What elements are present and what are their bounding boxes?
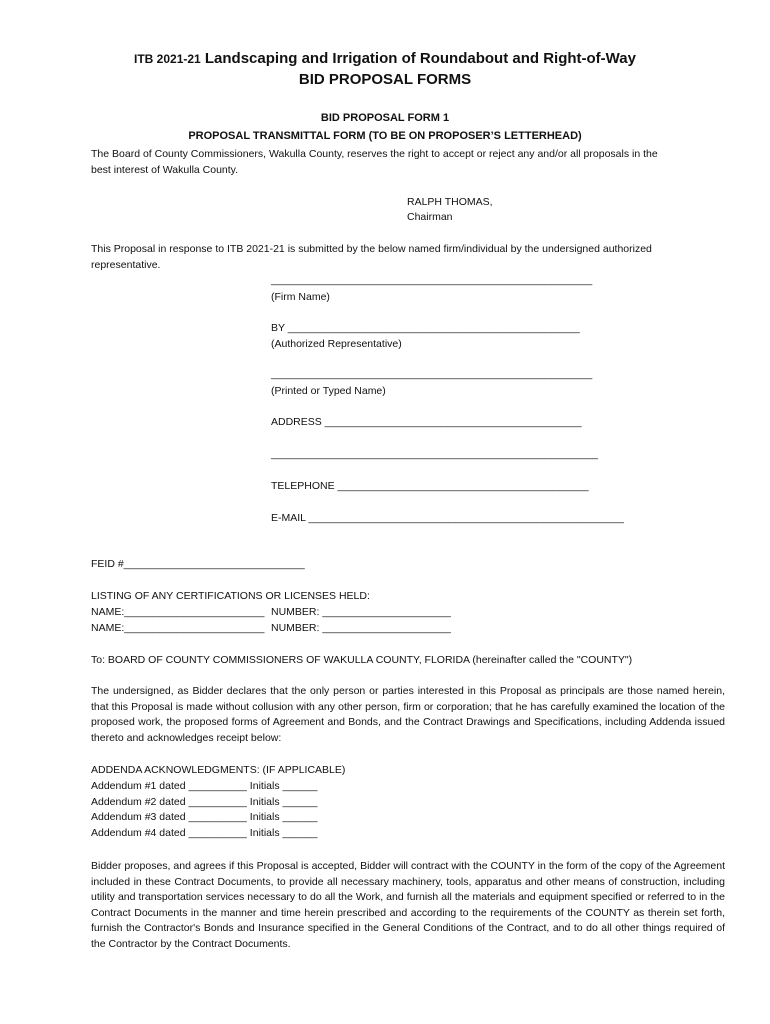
submission-line-1: This Proposal in response to ITB 2021-21 is submitted by the below named firm/individual by the undersigned authorized bbox=[91, 243, 652, 255]
certification-name-field-2[interactable]: NAME:________________________ bbox=[91, 622, 265, 634]
certification-name-field-1[interactable]: NAME:________________________ bbox=[91, 606, 265, 618]
document-title bbox=[0, 50, 770, 68]
form-heading: BID PROPOSAL FORM 1 bbox=[320, 112, 450, 124]
bidder-declaration-text: The undersigned, as Bidder declares that the only person or parties interested in this Proposal as principals are those named herein, that this Proposal is made without collusion with any other person, firm or corporation; that he has carefully examined the location of the proposed work, the proposed forms of Agreement and Bonds, and the Contract Drawings and Specifications, including Addenda issued thereto and acknowledges receipt below: bbox=[91, 685, 725, 744]
addendum-row[interactable]: Addendum #2 dated __________ Initials ______ bbox=[91, 796, 318, 808]
addressee-line: To: BOARD OF COUNTY COMMISSIONERS OF WAKULLA COUNTY, FLORIDA (hereinafter called the "COUNTY") bbox=[91, 654, 633, 666]
authorized-representative-label: (Authorized Representative) bbox=[271, 338, 402, 350]
bidder-declaration-paragraph bbox=[91, 684, 725, 746]
bidder-proposal-text: Bidder proposes, and agrees if this Proposal is accepted, Bidder will contract with the COUNTY in the form of the copy of the Agreement included in these Contract Documents, to provide all necessary machinery, tools, apparatus and other means of construction, including utility and transportation services necessary to do all the Work, and furnish all the materials and equipment specified or referred to in the Contract Documents in the manner and time herein prescribed and according to the requirements of the COUNTY as therein set forth, furnish the Contractor's Bonds and Insurance specified in the General Conditions of the Contract, and to do all other things required of the Contractor by the Contract Documents. bbox=[91, 860, 725, 950]
telephone-field[interactable]: TELEPHONE ___________________________________________ bbox=[271, 480, 589, 492]
submission-line-2: representative. bbox=[91, 259, 161, 271]
certification-number-field-2[interactable]: NUMBER: ______________________ bbox=[271, 622, 451, 634]
printed-name-label: (Printed or Typed Name) bbox=[271, 385, 386, 397]
address-field-line-2[interactable]: ________________________________________________________ bbox=[271, 448, 599, 460]
addenda-heading: ADDENDA ACKNOWLEDGMENTS: (IF APPLICABLE) bbox=[91, 764, 346, 776]
certification-number-field-1[interactable]: NUMBER: ______________________ bbox=[271, 606, 451, 618]
printed-name-field[interactable]: _______________________________________________________ bbox=[271, 368, 593, 380]
address-field[interactable]: ADDRESS ____________________________________________ bbox=[271, 416, 582, 428]
form-subheading: PROPOSAL TRANSMITTAL FORM (TO BE ON PROPOSER’S LETTERHEAD) bbox=[188, 130, 582, 142]
firm-name-field[interactable]: _______________________________________________________ bbox=[271, 274, 593, 286]
authorized-representative-field[interactable]: BY __________________________________________________ bbox=[271, 322, 580, 334]
addendum-row[interactable]: Addendum #4 dated __________ Initials ______ bbox=[91, 827, 318, 839]
bidder-proposal-paragraph bbox=[91, 859, 725, 952]
certifications-heading: LISTING OF ANY CERTIFICATIONS OR LICENSES HELD: bbox=[91, 590, 370, 602]
email-field[interactable]: E-MAIL ______________________________________________________ bbox=[271, 512, 624, 524]
project-title: Landscaping and Irrigation of Roundabout and Right-of-Way bbox=[200, 50, 636, 67]
feid-field[interactable]: FEID #_______________________________ bbox=[91, 558, 305, 570]
firm-name-label: (Firm Name) bbox=[271, 291, 330, 303]
intro-line-1: The Board of County Commissioners, Wakulla County, reserves the right to accept or reject any and/or all proposals in the bbox=[91, 148, 658, 160]
itb-number: ITB 2021-21 bbox=[134, 52, 201, 66]
document-subtitle: BID PROPOSAL FORMS bbox=[298, 71, 472, 88]
addendum-row[interactable]: Addendum #1 dated __________ Initials ______ bbox=[91, 780, 318, 792]
addendum-row[interactable]: Addendum #3 dated __________ Initials ______ bbox=[91, 811, 318, 823]
chairman-title: Chairman bbox=[407, 211, 453, 223]
intro-line-2: best interest of Wakulla County. bbox=[91, 164, 239, 176]
chairman-name: RALPH THOMAS, bbox=[407, 196, 493, 208]
